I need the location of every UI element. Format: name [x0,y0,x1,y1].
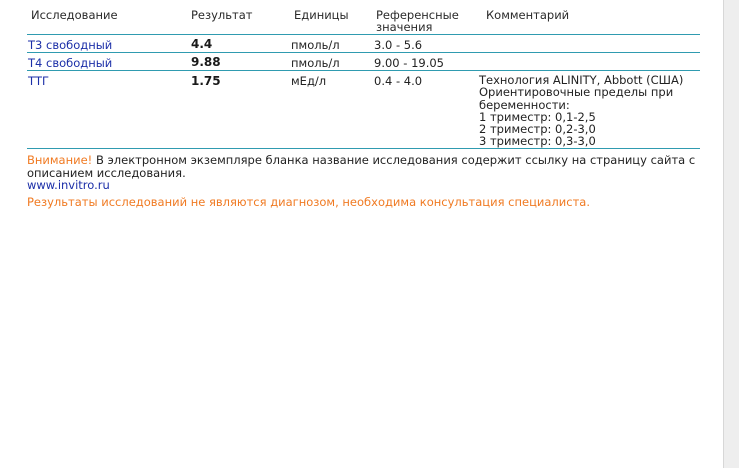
row-tsh-name[interactable]: ТТГ [28,74,50,88]
header-comment: Комментарий [486,8,570,22]
comment-line: 2 триместр: 0,2-3,0 [479,122,596,137]
row-tsh-reference: 0.4 - 4.0 [374,74,423,88]
row-t4-units: пмоль/л [291,56,340,70]
row-t3-reference: 3.0 - 5.6 [374,38,423,52]
row-divider [27,70,700,71]
notice-warning-word: Внимание! [27,153,93,167]
notice-block [27,154,707,192]
notice-text: В электронном экземпляре бланка название исследования содержит ссылку на страницу сайта с описанием исследования. [27,153,696,180]
row-t3-name[interactable]: Т3 свободный [28,38,113,52]
comment-line: 3 триместр: 0,3-3,0 [479,134,596,149]
header-units: Единицы [294,8,349,22]
comment-line: беременности: [479,97,570,112]
comment-line: Ориентировочные пределы при [479,85,674,100]
row-tsh-comment [479,74,683,148]
comment-line: 1 триместр: 0,1-2,5 [479,109,596,124]
row-tsh-result: 1.75 [191,74,221,88]
header-reference [376,9,459,33]
row-t4-reference: 9.00 - 19.05 [374,56,444,70]
header-divider [27,34,700,35]
row-t4-result: 9.88 [191,55,221,69]
header-test: Исследование [31,8,118,22]
comment-line: Технология ALINITY, Abbott (США) [479,73,684,87]
row-t3-units: пмоль/л [291,38,340,52]
page-edge [723,0,739,468]
header-reference-line2: значения [376,20,433,34]
disclaimer-text: Результаты исследований не являются диагнозом, необходима консультация специалиста. [27,195,590,209]
header-result: Результат [191,8,253,22]
header-reference-line1: Референсные [376,8,459,22]
invitro-link[interactable]: www.invitro.ru [27,178,110,192]
row-t3-result: 4.4 [191,37,213,51]
row-t4-name[interactable]: Т4 свободный [28,56,113,70]
row-divider [27,52,700,53]
table-bottom-divider [27,148,700,149]
row-tsh-units: мЕд/л [291,74,327,88]
